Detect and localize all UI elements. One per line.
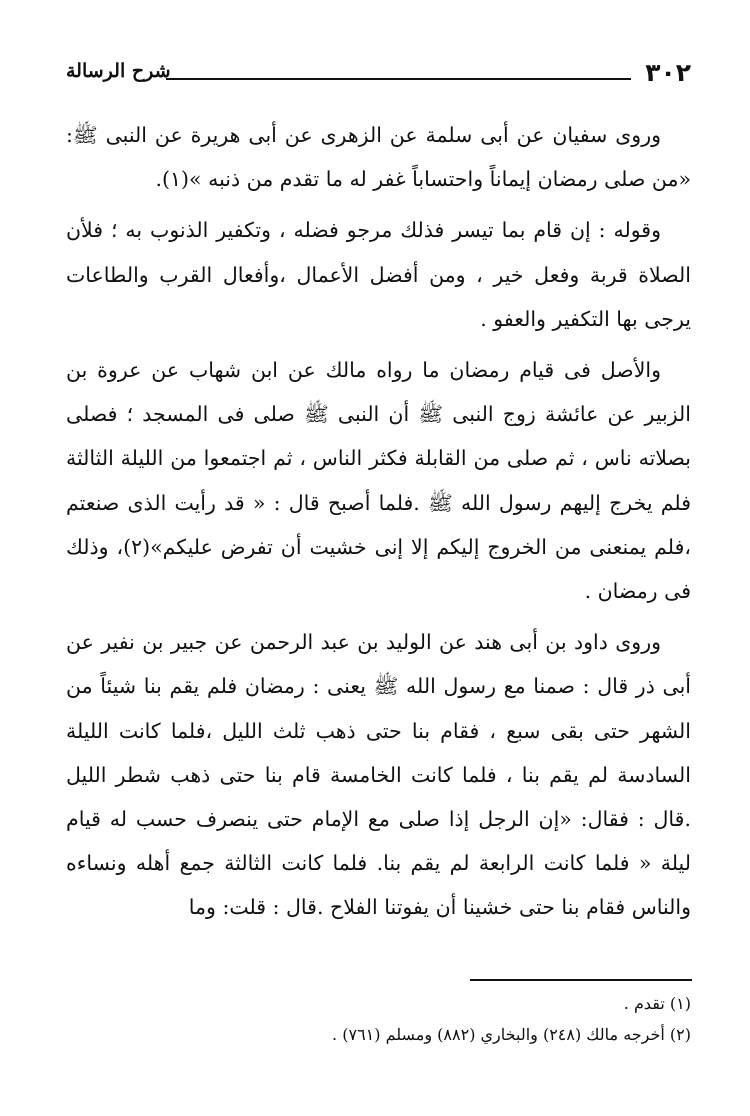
paragraph: وروى داود بن أبى هند عن الوليد بن عبد الرحمن عن جبير بن نفير عن أبى ذر قال : صمنا مع رسول الله ﷺ يعنى : رمضان فلم يقم بنا شيئاً من الشهر حتى بقى سبع ، فقام بنا حتى ذهب ثلث الليل ،فلما كانت الليلة السادسة لم يقم بنا ، فلما كانت الخامسة قام بنا حتى ذهب شطر الليل .قال : فقال: «إن الرجل إذا صلى مع الإمام حتى ينصرف حسب له قيام ليلة « فلما كانت الرابعة لم يقم بنا. فلما كانت الثالثة جمع أهله ونساءه والناس فقام بنا حتى خشينا أن يفوتنا الفلاح .قال : قلت: وما: [66, 630, 691, 920]
footnote: (٢) أخرجه مالك (٢٤٨) والبخاري (٨٨٢) ومسلم (٧٦١) .: [332, 1025, 691, 1044]
footnote: (١) تقدم .: [623, 994, 691, 1013]
footnotes: [66, 988, 691, 1050]
running-title: شرح الرسالة: [66, 60, 171, 82]
paragraph: وروى سفيان عن أبى سلمة عن الزهرى عن أبى هريرة عن النبى ﷺ: «من صلى رمضان إيماناً واحتساباً غفر له ما تقدم من ذنبه »(١).: [66, 123, 691, 192]
page-number: ٣٠٢: [645, 58, 691, 87]
main-text: [66, 113, 691, 937]
header-rule: [166, 78, 631, 80]
page-header: [66, 58, 691, 92]
paragraph: والأصل فى قيام رمضان ما رواه مالك عن ابن شهاب عن عروة بن الزبير عن عائشة زوج النبى ﷺ أن النبى ﷺ صلى فى المسجد ؛ فصلى بصلاته ناس ، ثم صلى من القابلة فكثر الناس ، ثم اجتمعوا من الليلة الثالثة فلم يخرج إليهم رسول الله ﷺ .فلما أصبح قال : « قد رأيت الذى صنعتم ،فلم يمنعنى من الخروج إليكم إلا إنى خشيت أن تفرض عليكم»(٢)، وذلك فى رمضان .: [66, 358, 691, 604]
footnote-separator: [470, 979, 692, 981]
paragraph: وقوله : إن قام بما تيسر فذلك مرجو فضله ، وتكفير الذنوب به ؛ فلأن الصلاة قربة وفعل خير ، ومن أفضل الأعمال ،وأفعال القرب والطاعات يرجى بها التكفير والعفو .: [66, 218, 691, 331]
